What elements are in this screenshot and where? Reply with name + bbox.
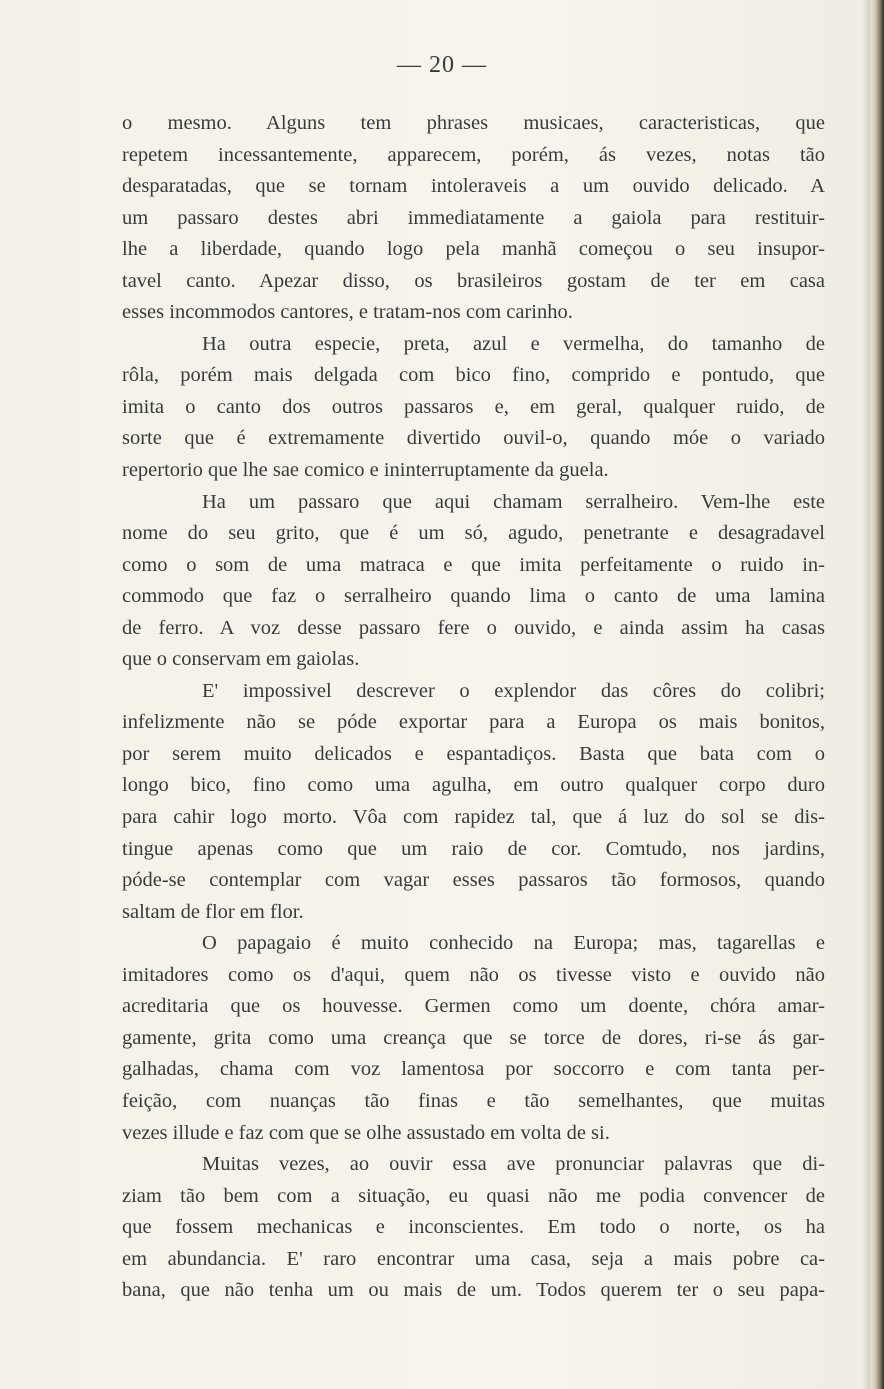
text-line: por serem muito delicados e espantadiços. Basta que bata com o [122,742,825,765]
text-line: para cahir logo morto. Vôa com rapidez tal, que á luz do sol se dis- [122,806,825,829]
text-line: saltam de flor em flor. [122,900,304,923]
text-line: Ha um passaro que aqui chamam serralheiro. Vem-lhe este [202,490,825,513]
text-line: Muitas vezes, ao ouvir essa ave pronunciar palavras que di- [202,1153,825,1176]
text-line: rôla, porém mais delgada com bico fino, comprido e pontudo, que [122,364,825,387]
body-text [122,108,825,1307]
text-line: O papagaio é muito conhecido na Europa; mas, tagarellas e [202,932,825,955]
page-edge-shadow [862,0,870,1389]
text-line: sorte que é extremamente divertido ouvil-o, quando móe o variado [122,427,825,450]
text-line: E' impossivel descrever o explendor das côres do colibri; [202,679,825,702]
text-line: póde-se contemplar com vagar esses passaros tão formosos, quando [122,869,825,892]
text-line: Ha outra especie, preta, azul e vermelha, do tamanho de [202,332,825,355]
text-line: acreditaria que os houvesse. Germen como um doente, chóra amar- [122,995,825,1018]
text-line: lhe a liberdade, quando logo pela manhã começou o seu insupor- [122,238,825,261]
text-line: gamente, grita como uma creança que se torce de dores, ri-se ás gar- [122,1026,825,1049]
text-line: imita o canto dos outros passaros e, em geral, qualquer ruido, de [122,395,825,418]
text-line: um passaro destes abri immediatamente a gaiola para restituir- [122,206,825,229]
text-line: que o conservam em gaiolas. [122,648,360,671]
text-line: imitadores como os d'aqui, quem não os tivesse visto e ouvido não [122,963,825,986]
text-line: em abundancia. E' raro encontrar uma casa, seja a mais pobre ca- [122,1247,825,1270]
text-line: longo bico, fino como uma agulha, em outro qualquer corpo duro [122,774,825,797]
text-line: tingue apenas como que um raio de cor. Comtudo, nos jardins, [122,837,825,860]
text-line: tavel canto. Apezar disso, os brasileiros gostam de ter em casa [122,269,825,292]
text-line: vezes illude e faz com que se olhe assustado em volta de si. [122,1121,610,1144]
text-line: ziam tão bem com a situação, eu quasi não me podia convencer de [122,1184,825,1207]
text-line: que fossem mechanicas e inconscientes. Em todo o norte, os ha [122,1216,825,1239]
text-line: de ferro. A voz desse passaro fere o ouvido, e ainda assim ha casas [122,616,825,639]
text-line: desparatadas, que se tornam intoleraveis a um ouvido delicado. A [122,175,825,198]
text-line: como o som de uma matraca e que imita perfeitamente o ruido in- [122,553,825,576]
text-line: infelizmente não se póde exportar para a Europa os mais bonitos, [122,711,825,734]
text-line: bana, que não tenha um ou mais de um. Todos querem ter o seu papa- [122,1279,825,1302]
text-line: nome do seu grito, que é um só, agudo, penetrante e desagradavel [122,522,825,545]
page-number: — 20 — [397,52,487,78]
text-line: repetem incessantemente, apparecem, porém, ás vezes, notas tão [122,143,825,166]
text-line: repertorio que lhe sae comico e ininterruptamente da guela. [122,459,609,482]
text-line: galhadas, chama com voz lamentosa por soccorro e com tanta per- [122,1058,825,1081]
page-edge [870,0,884,1389]
text-line: commodo que faz o serralheiro quando lima o canto de uma lamina [122,585,825,608]
text-line: feição, com nuanças tão finas e tão semelhantes, que muitas [122,1089,825,1112]
text-line: o mesmo. Alguns tem phrases musicaes, caracteristicas, que [122,112,825,134]
text-line: esses incommodos cantores, e tratam-nos com carinho. [122,301,573,324]
